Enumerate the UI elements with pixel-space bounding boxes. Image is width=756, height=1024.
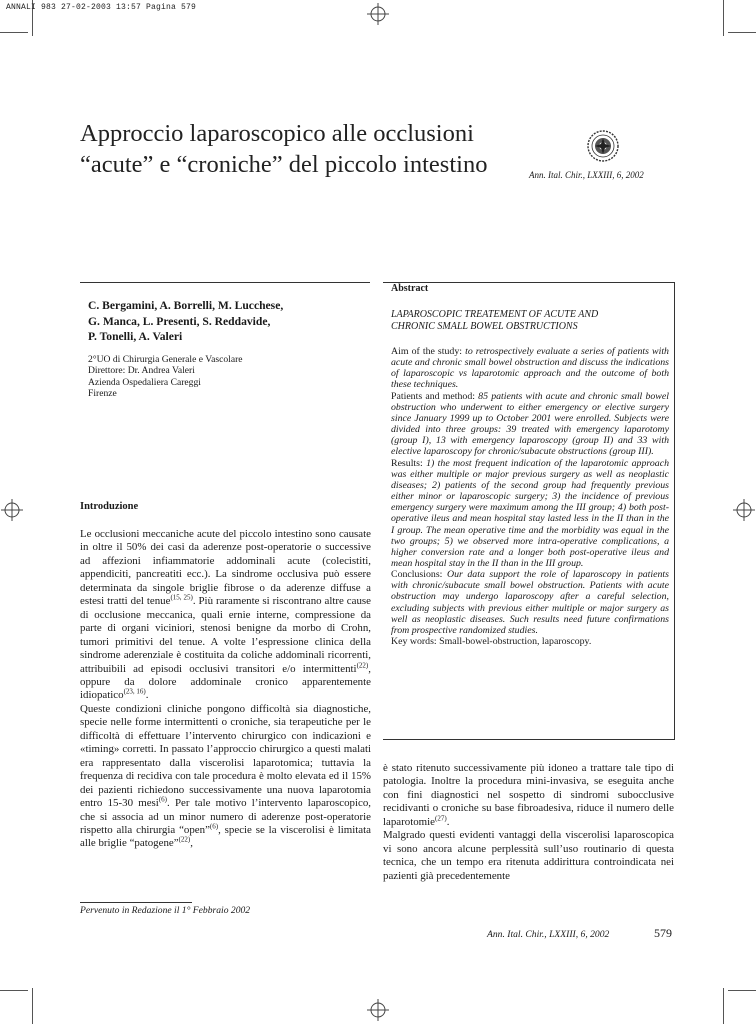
abstract-aim (391, 346, 669, 391)
journal-reference: Ann. Ital. Chir., LXXIII, 6, 2002 (529, 170, 644, 180)
citation: (15, 25) (170, 593, 193, 602)
conclusions-text: Our data support the role of laparoscopy in patients with chronic/subacute small bowel obstruction. Patients with acute obstruction may undergo laparoscopy after a careful selection, excluding subjects with previous either multiple or major surgery as well as neoplastic diseases. Such results need future confirmations from prospective randomized studies. (391, 569, 670, 636)
page-number: 579 (654, 926, 672, 940)
affiliation-line: Direttore: Dr. Andrea Valeri (88, 365, 195, 377)
abstract-title-line: LAPAROSCOPIC TREATEMENT OF ACUTE AND (391, 309, 599, 320)
citation: (22) (356, 660, 369, 669)
paragraph: Malgrado questi evidenti vantaggi della viscerolisi laparoscopica vi sono ancora alcune perplessità sull’uso routinario di questa tecnica, che un tempo era ritenuta addirittura controindicata nei pazienti già precedentemente (383, 829, 674, 882)
abstract-body (391, 346, 669, 647)
author-list (88, 298, 368, 345)
text-run: , (190, 837, 193, 850)
results-text: 1) the most frequent indication of the laparotomic approach was either multiple or major previous surgery as well as neoplastic diseases; 2) patients of the second group had frequently previous either minor or laparoscopic surgery; 3) the incidence of previous emergency surgery were maximum among the III group; 4) both post-operative ileus and mean hospital stay lasted less in the II than in the I group. The mean operative time and the morbidity was equal in the two groups; 5) we observed more intra-operative complications, a higher conversion rate and a longer both post-operative ileus and mean hospital stay in the II than in the III group. (391, 457, 669, 569)
abstract-conclusions (391, 569, 669, 636)
affiliation-line: Firenze (88, 388, 117, 400)
text-run: . Per tale motivo l’intervento laparoscopico, che si associa ad un minor numero di aderenze post-operatorie rispetto alla chirurgia “open” (80, 797, 371, 836)
article-title (80, 118, 540, 180)
registration-mark-icon (367, 3, 389, 25)
abstract-patients (391, 391, 669, 458)
crop-mark (723, 0, 724, 36)
print-slug: ANNALI 983 27-02-2003 13:57 Pagina 579 (6, 3, 197, 12)
body-column-right (383, 762, 674, 883)
results-label: Results: (391, 457, 423, 469)
text-run: . Più raramente si riscontrano altre cause di occlusione meccanica, quali ernie interne, compressione da parte di organi viciniori, stenosi benigne da morbo di Crohn, tumori primitivi del tenue. A volte l’espressione clinica della sindrome aderenziale è costituita da coliche addominali ricorrenti, attribuibili ad episodi occlusivi transitori e/o intermittenti (80, 595, 371, 675)
authors-line: G. Manca, L. Presenti, S. Reddavide, (88, 314, 271, 328)
citation: (27) (435, 814, 447, 823)
registration-mark-icon (1, 499, 23, 521)
journal-seal-icon (586, 129, 620, 163)
footnote-rule (80, 902, 192, 903)
registration-mark-icon (367, 999, 389, 1021)
aim-label: Aim of the study: (391, 346, 462, 357)
affiliation (88, 354, 368, 400)
text-run: Le occlusioni meccaniche acute del piccolo intestino sono causate in oltre il 50% dei casi da aderenze post-operatorie o successive ad affezioni infiammatorie addominali acute (colecistiti, appendiciti, pancreatiti ecc.). La sindrome occlusiva può essere determinata da singole briglie fibrose o da aderenze diffuse a estesi tratti del tenue (80, 528, 371, 608)
text-run: , specie se la viscerolisi è limitata alle briglie “patogene” (80, 823, 371, 850)
paragraph (80, 528, 371, 703)
patients-label: Patients and method: (391, 390, 475, 402)
citation: (23, 16) (123, 687, 146, 696)
crop-mark (723, 988, 724, 1024)
text-run: Queste condizioni cliniche pongono difficoltà sia diagnostiche, specie nelle forme intermittenti o croniche, sia terapeutiche per le difficoltà di effettuare l’intervento chirurgico con indicazioni e «timing» corretti. In passato l’approccio chirurgico a questi malati era rappresentato dalla viscerolisi laparotomica; tuttavia la frequenza di recidiva con tale procedura è molto elevata ed il 15% dei pazienti richiedono successivamente una nuova laparotomia entro 15-30 mesi (80, 702, 371, 810)
footer-journal-reference: Ann. Ital. Chir., LXXIII, 6, 2002 (487, 929, 610, 940)
affiliation-line: 2°UO di Chirurgia Generale e Vascolare (88, 354, 243, 365)
patients-text: 85 patients with acute and chronic small bowel obstruction who underwent to either emergency or elective surgery since January 1999 up to October 2001 were enrolled. Subjects were divided into three groups: 39 treated with emergency laparotomy (group I), 13 with emergency laparoscopy (group II) and 33 with elective laparoscopy for chronic/subacute obstructions (group III). (391, 390, 669, 458)
authors-line: P. Tonelli, A. Valeri (88, 330, 183, 343)
title-line-2: “acute” e “croniche” del piccolo intestino (80, 151, 488, 178)
abstract-keywords: Key words: Small-bowel-obstruction, laparoscopy. (391, 636, 592, 648)
citation: (22) (178, 835, 191, 844)
citation: (6) (209, 822, 219, 831)
abstract-title-line: CHRONIC SMALL BOWEL OBSTRUCTIONS (391, 321, 578, 332)
crop-mark (728, 32, 756, 33)
citation: (6) (158, 795, 167, 804)
crop-mark (728, 990, 756, 991)
crop-mark (0, 990, 28, 991)
registration-mark-icon (733, 499, 755, 521)
abstract-title (391, 309, 671, 333)
text-run: . (446, 815, 450, 828)
section-heading: Introduzione (80, 501, 139, 512)
crop-mark (32, 988, 33, 1024)
aim-text: to retrospectively evaluate a series of patients with acute and chronic small bowel obstruction and discuss the indications of laparoscopic vs laparotomic approach and the outcome of both these techniques. (391, 346, 669, 391)
paragraph (383, 762, 674, 829)
footnote: Pervenuto in Redazione il 1° Febbraio 2002 (80, 905, 251, 916)
abstract-results (391, 458, 669, 570)
authors-line: C. Bergamini, A. Borrelli, M. Lucchese, (88, 299, 284, 312)
body-column-left (80, 528, 371, 851)
affiliation-line: Azienda Ospedaliera Careggi (88, 376, 201, 388)
title-line-1: Approccio laparoscopico alle occlusioni (80, 120, 474, 147)
text-run: è stato ritenuto successivamente più idoneo a trattare tale tipo di patologia. Inoltre la procedura mini-invasiva, se eseguita anche con fini diagnostici nel sospetto di sindromi subocclusive recidivanti o croniche su base fibroadesiva, riduce il numero delle laparotomie (383, 762, 674, 828)
conclusions-label: Conclusions: (391, 569, 443, 581)
abstract-heading: Abstract (391, 283, 429, 294)
text-run: , oppure da dolore addominale cronico apparentemente idiopatico (80, 662, 371, 702)
crop-mark (0, 32, 28, 33)
paragraph (80, 703, 371, 851)
text-run: . (145, 689, 149, 702)
